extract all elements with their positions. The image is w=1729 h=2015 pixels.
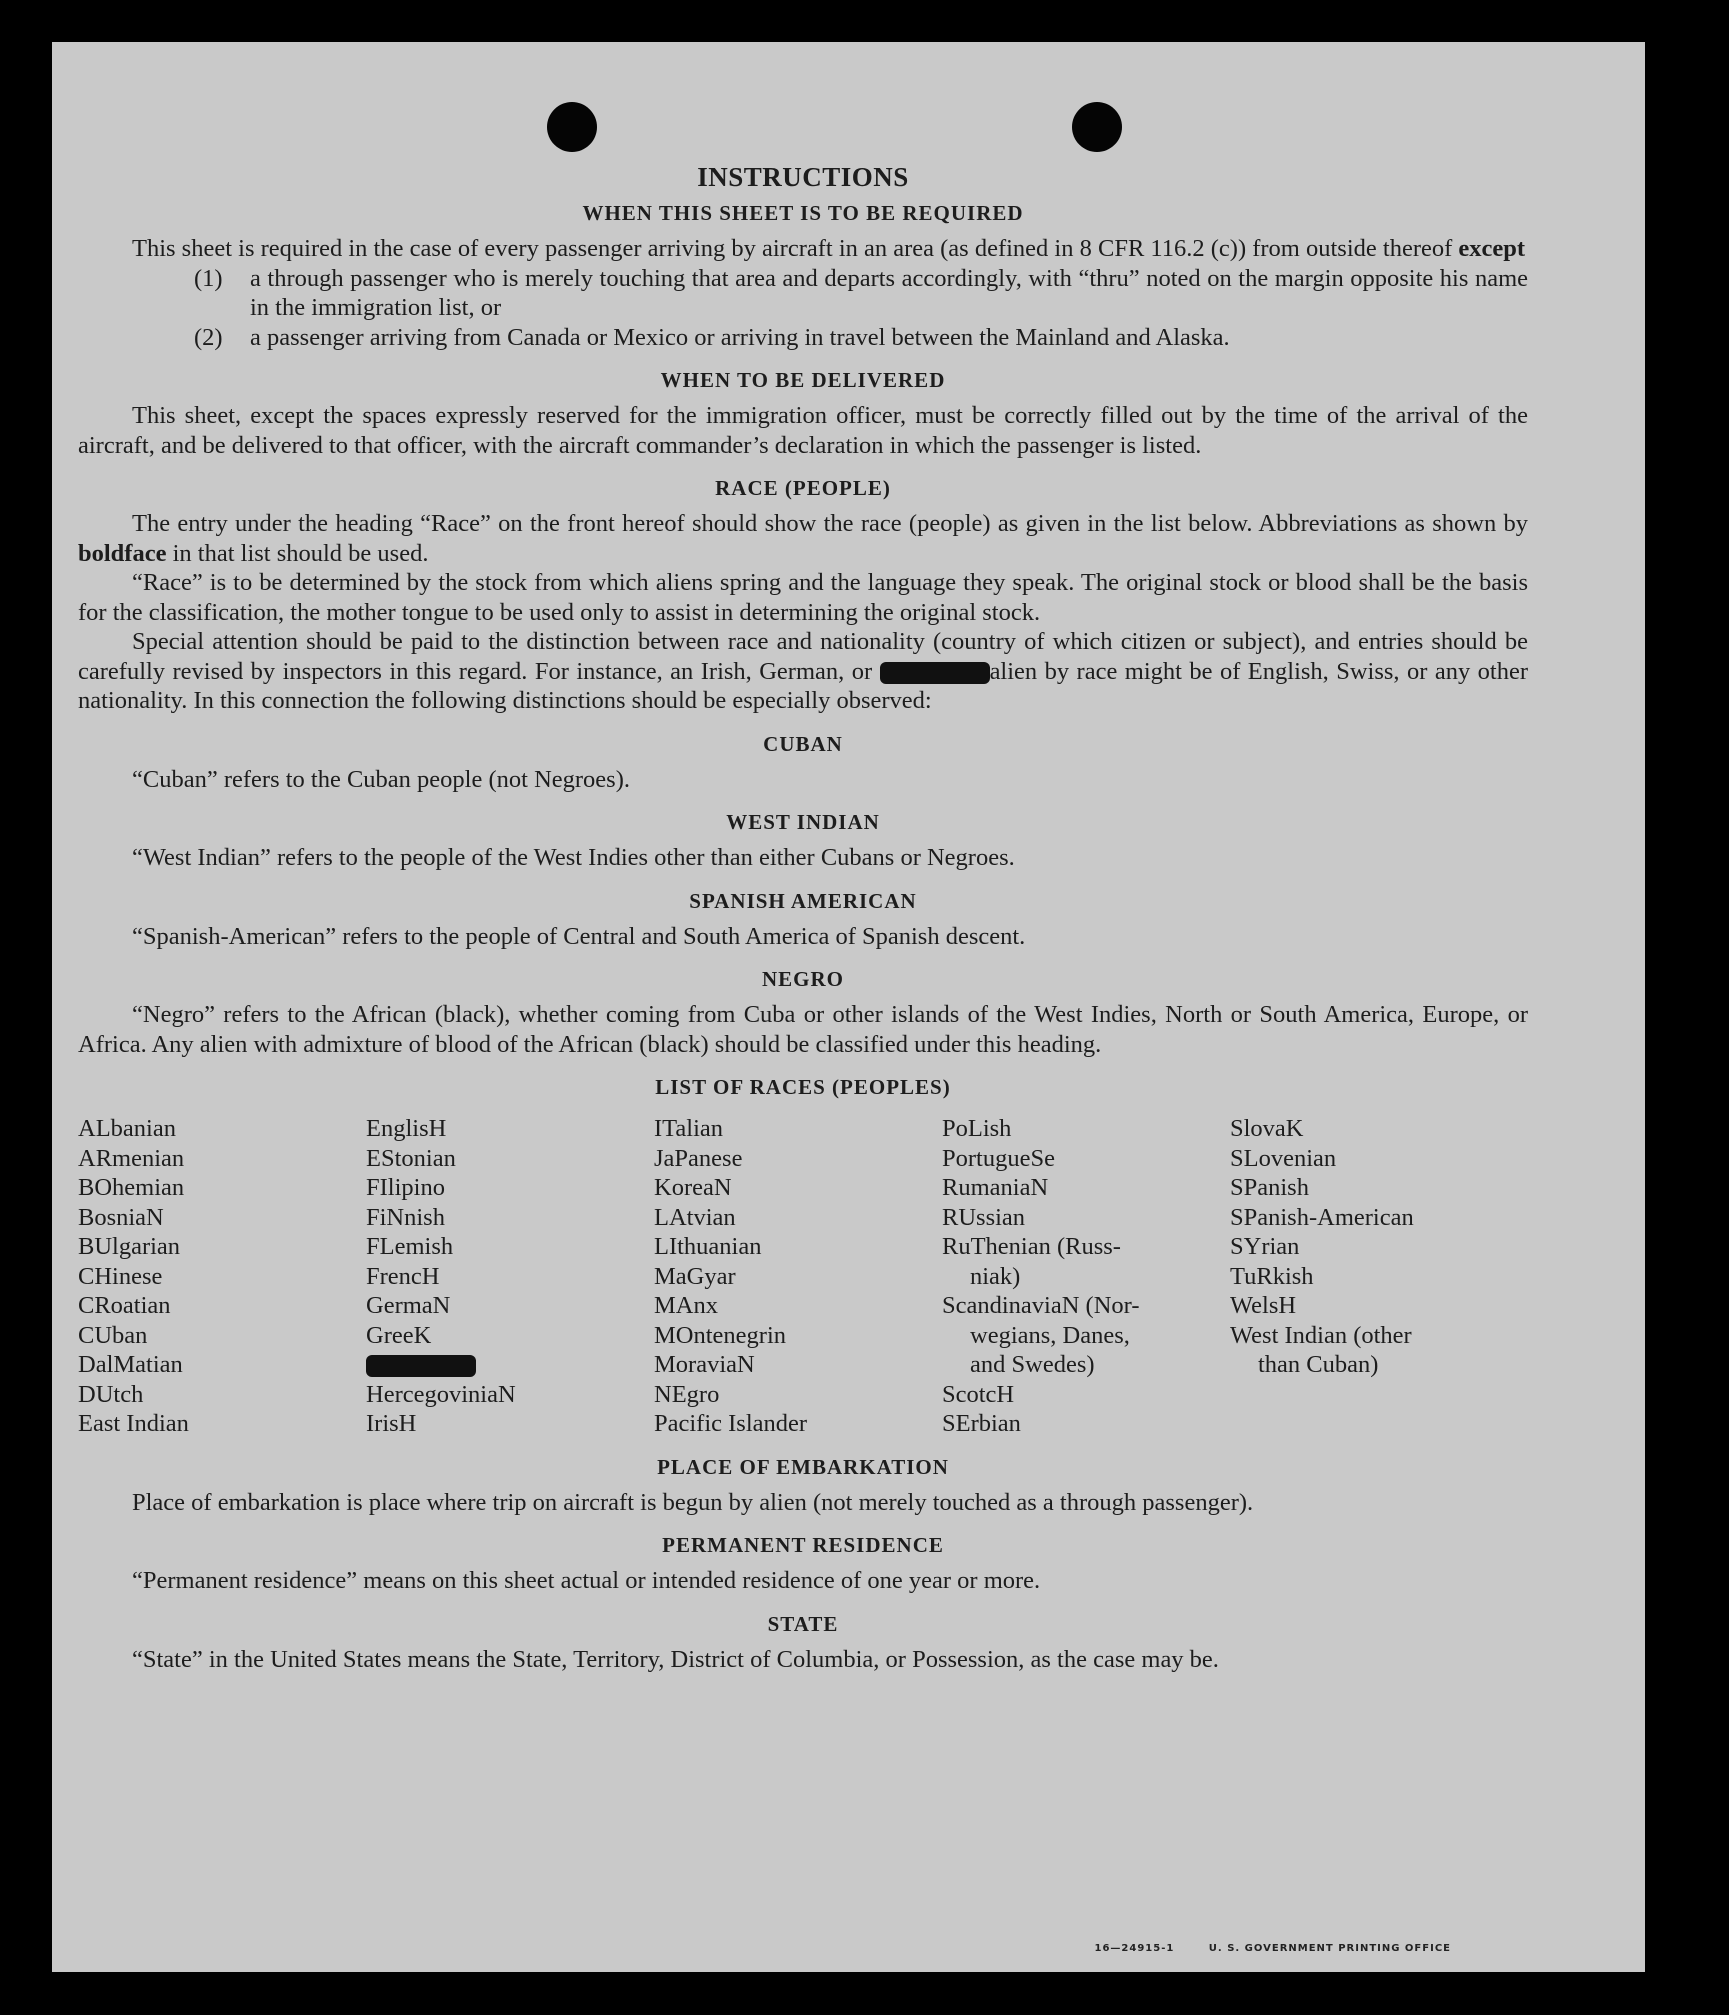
race-entry: West Indian (other <box>1230 1321 1412 1349</box>
race-entry: TuRkish <box>1230 1262 1314 1290</box>
race-entry: NEgro <box>654 1380 720 1408</box>
race-entry: GreeK <box>366 1321 432 1349</box>
race-entry: LIthuanian <box>654 1233 762 1260</box>
section-heading: STATE <box>767 1611 839 1636</box>
paragraph: The entry under the heading “Race” on the front hereof should show the race (people) as given in the list below. Abbreviations as shown by boldface in that list should be used. <box>78 510 1528 567</box>
paragraph: This sheet is required in the case of every passenger arriving by aircraft in an area (as defined in 8 CFR 116.2 (c)) from outside thereof except <box>132 235 1526 262</box>
list-item: (2) a passenger arriving from Canada or Mexico or arriving in travel between the Mainland and Alaska. <box>194 323 1230 351</box>
race-entry-redacted <box>366 1350 654 1380</box>
race-column <box>654 1114 942 1439</box>
race-entry: SPanish-American <box>1230 1203 1414 1231</box>
section-heading: PERMANENT RESIDENCE <box>662 1533 944 1557</box>
section-heading: LIST OF RACES (PEOPLES) <box>655 1075 951 1099</box>
race-entry: SYrian <box>1230 1233 1300 1260</box>
section-heading: NEGRO <box>761 967 844 991</box>
section-heading: WEST INDIAN <box>726 810 880 834</box>
race-entry: ALbanian <box>78 1115 176 1142</box>
race-entry: RuThenian (Russ- <box>942 1233 1121 1260</box>
race-entry: MoraviaN <box>654 1351 755 1378</box>
race-entry: wegians, Danes, <box>970 1321 1130 1349</box>
race-entry: and Swedes) <box>970 1351 1095 1378</box>
race-list <box>78 1114 1528 1439</box>
race-entry: SPanish <box>1230 1174 1309 1201</box>
race-column <box>366 1114 654 1439</box>
race-column <box>78 1114 366 1439</box>
race-entry: BOhemian <box>78 1174 185 1201</box>
race-entry: ScandinaviaN (Nor- <box>942 1292 1140 1319</box>
race-entry: SLovenian <box>1230 1144 1337 1172</box>
redaction-mark <box>880 662 990 684</box>
paragraph: “Spanish-American” refers to the people of Central and South America of Spanish descent. <box>132 922 1026 950</box>
race-entry: BUlgarian <box>78 1233 181 1260</box>
race-entry: MaGyar <box>654 1262 736 1290</box>
race-entry: JaPanese <box>654 1144 743 1172</box>
printer-imprint: U. S. GOVERNMENT PRINTING OFFICE <box>1208 1943 1451 1954</box>
paragraph: “Permanent residence” means on this sheet actual or intended residence of one year or more. <box>132 1567 1041 1594</box>
race-entry: MAnx <box>654 1292 718 1319</box>
redaction-mark <box>366 1355 476 1377</box>
paragraph: “Cuban” refers to the Cuban people (not Negroes). <box>132 765 630 793</box>
race-entry: CUban <box>78 1321 148 1349</box>
document-page <box>52 42 1645 1972</box>
race-entry: RUssian <box>942 1203 1026 1231</box>
race-entry: DUtch <box>78 1380 144 1408</box>
race-entry: East Indian <box>78 1410 189 1437</box>
race-entry: ITalian <box>654 1115 724 1142</box>
section-heading: WHEN TO BE DELIVERED <box>660 368 946 392</box>
race-entry: EnglisH <box>366 1115 447 1142</box>
paragraph: “State” in the United States means the State, Territory, District of Columbia, or Possession, as the case may be. <box>132 1645 1219 1673</box>
race-entry: CRoatian <box>78 1292 171 1319</box>
race-entry: FLemish <box>366 1233 454 1260</box>
race-entry: SErbian <box>942 1410 1021 1437</box>
form-number: 16—24915-1 <box>1094 1943 1175 1954</box>
race-entry: IrisH <box>366 1410 417 1437</box>
race-column <box>942 1114 1230 1439</box>
race-entry: BosniaN <box>78 1203 164 1231</box>
race-entry: ScotcH <box>942 1380 1015 1408</box>
race-entry: than Cuban) <box>1258 1351 1379 1378</box>
paragraph: Place of embarkation is place where trip on aircraft is begun by alien (not merely touched as a through passenger). <box>132 1488 1254 1516</box>
punch-hole <box>547 102 597 152</box>
section-heading: WHEN THIS SHEET IS TO BE REQUIRED <box>582 201 1024 225</box>
race-entry: LAtvian <box>654 1203 736 1231</box>
section-heading: PLACE OF EMBARKATION <box>657 1454 949 1479</box>
paragraph: Special attention should be paid to the distinction between race and nationality (country of which citizen or subject), and entries should be carefully revised by inspectors in this regard. For instance, an Irish, German, or alien by race might be of English, Swiss, or any other nationality. In this connection the following distinctions should be especially observed: <box>78 628 1529 714</box>
section-heading: SPANISH AMERICAN <box>689 888 917 913</box>
race-entry: ARmenian <box>78 1144 185 1172</box>
race-entry: KoreaN <box>654 1174 732 1201</box>
race-entry: FIlipino <box>366 1174 445 1201</box>
race-entry: niak) <box>970 1262 1021 1290</box>
race-entry: PortugueSe <box>942 1144 1055 1172</box>
race-entry: EStonian <box>366 1144 456 1172</box>
race-entry: FrencH <box>366 1262 440 1290</box>
instructions-content <box>78 162 1528 1674</box>
race-entry: MOntenegrin <box>654 1321 786 1349</box>
section-heading: CUBAN <box>763 731 843 756</box>
race-entry: PoLish <box>942 1115 1012 1142</box>
punch-hole <box>1072 102 1122 152</box>
race-entry: CHinese <box>78 1262 163 1290</box>
print-footer <box>1064 1943 1451 1954</box>
section-heading: RACE (PEOPLE) <box>715 476 891 500</box>
page-title: INSTRUCTIONS <box>697 162 909 192</box>
paragraph: This sheet, except the spaces expressly reserved for the immigration officer, must be correctly filled out by the time of the arrival of the aircraft, and be delivered to that officer, with the aircraft commander’s declaration in which the passenger is listed. <box>78 402 1528 459</box>
race-entry: WelsH <box>1230 1292 1297 1319</box>
race-entry: SlovaK <box>1230 1115 1304 1142</box>
race-entry: DalMatian <box>78 1351 183 1378</box>
race-entry: Pacific Islander <box>654 1410 808 1437</box>
race-entry: FiNnish <box>366 1203 445 1231</box>
race-entry: HercegoviniaN <box>366 1380 516 1408</box>
list-item: (1) a through passenger who is merely touching that area and departs accordingly, with “thru” noted on the margin opposite his name in the immigration list, or <box>194 264 1528 321</box>
paragraph: “West Indian” refers to the people of the West Indies other than either Cubans or Negroes. <box>132 844 1015 871</box>
race-entry: GermaN <box>366 1292 451 1319</box>
race-column <box>1230 1114 1490 1439</box>
race-entry: RumaniaN <box>942 1174 1049 1201</box>
paragraph: “Negro” refers to the African (black), whether coming from Cuba or other islands of the West Indies, North or South America, Europe, or Africa. Any alien with admixture of blood of the African (black) should be classified under this heading. <box>78 1001 1528 1058</box>
paragraph: “Race” is to be determined by the stock from which aliens spring and the language they speak. The original stock or blood shall be the basis for the classification, the mother tongue to be used only to assist in determining the original stock. <box>78 569 1528 626</box>
